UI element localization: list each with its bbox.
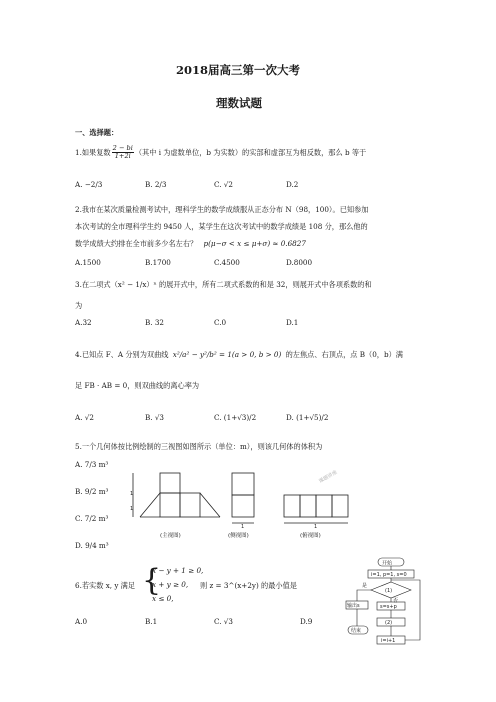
q1-frac-num: 2 − bi bbox=[112, 144, 133, 152]
flow-init-label: i=1, p=1, s=0 bbox=[371, 572, 407, 578]
front-view-rect2 bbox=[180, 493, 200, 517]
q6-option-b: B.1 bbox=[145, 617, 158, 626]
q2-line3 bbox=[75, 239, 306, 249]
q3-line2: 为 bbox=[75, 301, 83, 310]
flow-start-label: 开始 bbox=[382, 560, 393, 567]
q2-line2: 本次考试的全市理科学生约 9450 人，某学生在这次考试中的数学成绩是 108 分，那么他的 bbox=[75, 222, 368, 231]
q2-option-d: D.8000 bbox=[286, 258, 313, 267]
flow-yes-label: 是 bbox=[362, 583, 368, 589]
side-view-top bbox=[232, 473, 254, 495]
q6-condition-1: x − y + 1 ≥ 0, bbox=[152, 566, 204, 575]
q4-option-b: B. √3 bbox=[145, 413, 165, 422]
three-views-figure bbox=[120, 465, 370, 545]
flowchart bbox=[340, 555, 440, 655]
q2-option-c: C.4500 bbox=[214, 258, 240, 267]
q6-condition-2: x + y ≥ 0, bbox=[152, 580, 189, 589]
q1-option-d: D.2 bbox=[286, 180, 299, 189]
q1-option-a: A. −2/3 bbox=[75, 180, 103, 189]
q6-option-a: A.0 bbox=[75, 617, 88, 626]
side-view-bottom bbox=[232, 495, 254, 517]
flow-step2-label: (2) bbox=[385, 620, 393, 626]
dim-label-1: 1 bbox=[130, 491, 134, 497]
q4-line1 bbox=[75, 350, 403, 360]
flow-end-label: 结束 bbox=[351, 628, 362, 634]
q2-option-a: A.1500 bbox=[75, 258, 101, 267]
q6-condition-3: x ≤ 0, bbox=[152, 594, 174, 603]
exam-title: 2018届高三第一次大考 bbox=[176, 63, 301, 77]
q3-option-b: B. 32 bbox=[145, 318, 164, 327]
q5-option-b: B. 9/2 m³ bbox=[75, 487, 109, 496]
side-view-label: (侧视图) bbox=[228, 533, 249, 539]
q5-option-d: D. 9/4 m³ bbox=[75, 541, 109, 550]
q3-option-d: D.1 bbox=[286, 318, 299, 327]
flow-incr-label: i=i+1 bbox=[381, 638, 396, 644]
exam-subtitle: 理数试题 bbox=[216, 96, 262, 110]
q1-frac-den: 1+2i bbox=[114, 152, 131, 160]
q6-option-d: D.9 bbox=[300, 617, 313, 626]
q4-line2: 足 FB · AB = 0，则双曲线的离心率为 bbox=[75, 381, 200, 390]
front-view-slope-right bbox=[200, 493, 220, 517]
top-view-cell2 bbox=[300, 495, 316, 517]
q2-line1: 2.我市在某次质量检测考试中，理科学生的数学成绩服从正态分布 N（98，100）。已知参加 bbox=[75, 205, 369, 214]
q1-fraction bbox=[112, 145, 134, 160]
q6-prefix: 6.若实数 x, y 满足 bbox=[75, 581, 136, 590]
q1-option-b: B. 2/3 bbox=[145, 180, 167, 189]
front-view-rect3 bbox=[160, 473, 180, 493]
q6-suffix: 则 z = 3^(x+2y) 的最小值是 bbox=[200, 581, 297, 590]
q2-option-b: B.1700 bbox=[145, 258, 171, 267]
flow-no-label: 否 bbox=[393, 598, 399, 604]
top-view-cell3 bbox=[316, 495, 332, 517]
section-heading: 一、选择题： bbox=[75, 128, 119, 137]
flow-cond-label: (1) bbox=[385, 588, 393, 594]
q5-option-c: C. 7/2 m³ bbox=[75, 514, 109, 523]
top-view-cell4 bbox=[332, 495, 348, 517]
flow-step1-label: s=s+p bbox=[380, 604, 397, 610]
dim-label-3: 1 bbox=[241, 524, 245, 530]
dim-label-2: 1 bbox=[130, 506, 134, 512]
front-view-slope bbox=[140, 493, 160, 517]
q3-option-c: C.0 bbox=[214, 318, 227, 327]
question-1 bbox=[75, 145, 366, 160]
q4-hyperbola: x²/a² − y²/b² = 1(a > 0, b > 0) bbox=[172, 350, 282, 359]
q6-option-c: C. √3 bbox=[214, 617, 233, 626]
q3-option-a: A.32 bbox=[75, 318, 92, 327]
q1-option-c: C. √2 bbox=[214, 180, 233, 189]
q4-line1b: 的左焦点、右顶点，点 B（0，b）满 bbox=[285, 350, 403, 359]
q5-line1: 5.一个几何体按比例绘制的三视图如图所示（单位：m），则该几何体的体积为 bbox=[75, 442, 323, 451]
q3-line1: 3.在二项式（x² − 1/x）ⁿ 的展开式中，所有二项式系数的和是 32，则展开式中各项系数的和 bbox=[75, 280, 372, 289]
q4-option-d: D. (1+√5)/2 bbox=[286, 413, 329, 422]
q1-prefix: 1.如果复数 bbox=[75, 147, 111, 157]
flow-output-label: 输出s bbox=[347, 603, 360, 609]
front-view-rect1 bbox=[160, 493, 180, 517]
q2-line3-text: 数学成绩大约排在全市前多少名左右？ bbox=[75, 239, 198, 248]
q4-option-a: A. √2 bbox=[75, 413, 94, 422]
front-view-label: (主视图) bbox=[160, 533, 181, 539]
dim-label-4: 1 bbox=[314, 524, 318, 530]
watermark: 课题讲座 bbox=[318, 469, 339, 485]
top-view-cell1 bbox=[284, 495, 300, 517]
q6-brace: { bbox=[142, 563, 162, 598]
q1-suffix: （其中 i 为虚数单位，b 为实数）的实部和虚部互为相反数，那么 b 等于 bbox=[134, 147, 367, 157]
top-view-label: (俯视图) bbox=[300, 533, 321, 539]
q2-formula: p(μ−σ < x ≤ μ+σ) ≈ 0.6827 bbox=[203, 239, 306, 248]
q4-option-c: C. (1+√3)/2 bbox=[214, 413, 257, 422]
q4-line1a: 4.已知点 F、A 分别为双曲线 bbox=[75, 350, 169, 359]
q5-option-a: A. 7/3 m³ bbox=[75, 460, 109, 469]
